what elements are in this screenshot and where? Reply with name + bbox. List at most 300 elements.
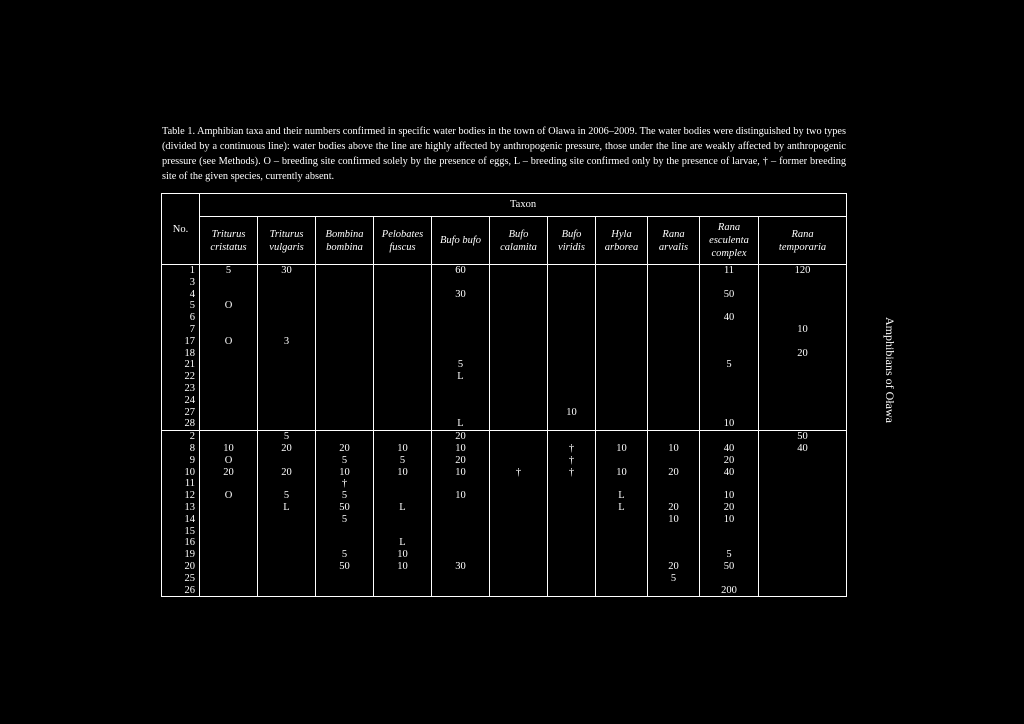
species-header	[759, 217, 847, 265]
table-cell	[490, 561, 548, 573]
table-cell: 20	[258, 443, 316, 455]
table-cell	[490, 336, 548, 348]
table-cell	[258, 300, 316, 312]
table-cell: †	[490, 467, 548, 479]
table-cell	[759, 561, 847, 573]
table-cell	[200, 289, 258, 301]
table-cell	[596, 312, 648, 324]
table-cell	[258, 561, 316, 573]
table-cell: L	[374, 502, 432, 514]
table-cell: 5	[648, 573, 700, 585]
table-cell	[490, 383, 548, 395]
table-row	[162, 277, 847, 289]
row-number: 14	[162, 514, 200, 526]
table-cell: †	[548, 443, 596, 455]
table-row	[162, 395, 847, 407]
table-cell	[316, 418, 374, 430]
species-name-part: Rana	[791, 228, 814, 240]
table-cell	[548, 502, 596, 514]
table-cell	[432, 537, 490, 549]
table-cell	[200, 537, 258, 549]
table-cell	[490, 549, 548, 561]
table-cell: L	[596, 490, 648, 502]
table-cell	[648, 265, 700, 277]
table-cell	[374, 348, 432, 360]
table-cell	[490, 418, 548, 430]
table-cell	[258, 348, 316, 360]
row-number: 13	[162, 502, 200, 514]
table-cell	[374, 431, 432, 443]
table-cell: 40	[700, 312, 759, 324]
table-row	[162, 265, 847, 277]
table-cell	[648, 324, 700, 336]
table-cell: 10	[700, 490, 759, 502]
table-cell: 10	[374, 561, 432, 573]
table-cell	[432, 585, 490, 597]
table-cell	[548, 549, 596, 561]
table-cell	[374, 490, 432, 502]
table-cell: O	[200, 490, 258, 502]
table-cell: 10	[200, 443, 258, 455]
species-header	[548, 217, 596, 265]
table-cell: 20	[648, 467, 700, 479]
table-cell	[700, 371, 759, 383]
table-cell	[596, 300, 648, 312]
table-cell	[648, 383, 700, 395]
species-name-part: Bufo bufo	[439, 235, 482, 246]
table-cell	[200, 324, 258, 336]
table-cell	[490, 371, 548, 383]
table-cell	[258, 585, 316, 597]
table-cell: 10	[648, 514, 700, 526]
table-cell	[759, 395, 847, 407]
table-cell: 10	[700, 418, 759, 430]
table-cell	[432, 277, 490, 289]
table-cell: 50	[759, 431, 847, 443]
table-row	[162, 573, 847, 585]
table-cell	[759, 502, 847, 514]
table-cell	[490, 537, 548, 549]
table-cell	[548, 277, 596, 289]
table-cell: 40	[700, 467, 759, 479]
table-cell	[648, 478, 700, 490]
side-title: Amphibians of Oława	[883, 317, 897, 423]
table-cell: 5	[316, 514, 374, 526]
table-cell: 20	[648, 502, 700, 514]
table-row	[162, 418, 847, 430]
row-number: 4	[162, 289, 200, 301]
table-cell: 10	[432, 443, 490, 455]
table-row	[162, 300, 847, 312]
row-number: 18	[162, 348, 200, 360]
table-cell	[648, 585, 700, 597]
table-cell	[200, 383, 258, 395]
table-cell	[596, 359, 648, 371]
table-cell: 20	[258, 467, 316, 479]
table-cell: 20	[759, 348, 847, 360]
table-cell	[548, 395, 596, 407]
table-cell	[200, 573, 258, 585]
table-cell	[548, 371, 596, 383]
table-cell: 40	[700, 443, 759, 455]
row-number: 15	[162, 526, 200, 538]
table-cell	[700, 277, 759, 289]
row-number: 22	[162, 371, 200, 383]
table-cell	[316, 300, 374, 312]
table-cell	[648, 336, 700, 348]
table-cell: 5	[432, 359, 490, 371]
table-cell: O	[200, 300, 258, 312]
table-cell: 10	[374, 467, 432, 479]
table-cell: 10	[432, 467, 490, 479]
table-cell: 5	[316, 490, 374, 502]
table-cell	[490, 478, 548, 490]
table-cell: 20	[648, 561, 700, 573]
species-name-part: temporaria	[778, 241, 827, 253]
table-cell	[316, 573, 374, 585]
table-cell	[700, 573, 759, 585]
species-name-part: Pelobates	[381, 228, 424, 240]
table-cell: 10	[432, 490, 490, 502]
table-cell	[200, 549, 258, 561]
row-number: 3	[162, 277, 200, 289]
table-cell	[200, 561, 258, 573]
table-cell	[200, 431, 258, 443]
table-cell: 10	[759, 324, 847, 336]
table-cell	[700, 478, 759, 490]
table-cell	[258, 383, 316, 395]
table-cell	[200, 514, 258, 526]
table-cell	[648, 526, 700, 538]
table-cell	[374, 312, 432, 324]
table-cell	[548, 300, 596, 312]
table-cell: 10	[374, 549, 432, 561]
table-cell	[374, 514, 432, 526]
table-cell: L	[258, 502, 316, 514]
table-cell	[258, 289, 316, 301]
table-cell	[200, 407, 258, 419]
table-row	[162, 467, 847, 479]
table-row	[162, 478, 847, 490]
row-number: 1	[162, 265, 200, 277]
table-row	[162, 407, 847, 419]
table-cell	[548, 312, 596, 324]
table-cell	[432, 407, 490, 419]
row-number: 19	[162, 549, 200, 561]
table-cell	[200, 371, 258, 383]
table-cell	[648, 407, 700, 419]
species-name-part: Bufo	[508, 228, 529, 240]
species-header	[596, 217, 648, 265]
species-name-part: Bombina	[325, 228, 364, 240]
table-cell	[596, 561, 648, 573]
table-cell	[258, 277, 316, 289]
table-cell	[374, 277, 432, 289]
table-cell	[316, 537, 374, 549]
table-cell: 10	[596, 467, 648, 479]
table-cell	[432, 395, 490, 407]
table-cell	[648, 359, 700, 371]
row-number: 17	[162, 336, 200, 348]
table-cell	[700, 324, 759, 336]
table-cell	[548, 478, 596, 490]
table-cell	[700, 526, 759, 538]
table-cell	[648, 312, 700, 324]
table-cell	[490, 265, 548, 277]
table-cell: 5	[200, 265, 258, 277]
species-name-part: vulgaris	[269, 241, 304, 253]
table-row	[162, 561, 847, 573]
species-name-part: Triturus	[269, 228, 304, 240]
species-name-part: cristatus	[210, 241, 247, 253]
table-cell	[548, 431, 596, 443]
species-header	[374, 217, 432, 265]
table-cell	[200, 585, 258, 597]
table-row	[162, 502, 847, 514]
table-cell	[316, 371, 374, 383]
table-cell: 50	[700, 289, 759, 301]
species-name-part: fuscus	[389, 241, 416, 253]
table-cell	[200, 478, 258, 490]
table-cell	[258, 573, 316, 585]
table-cell	[258, 395, 316, 407]
table-cell	[548, 336, 596, 348]
table-cell	[596, 585, 648, 597]
table-cell	[374, 526, 432, 538]
table-cell	[596, 514, 648, 526]
table-cell	[490, 455, 548, 467]
table-cell: 10	[596, 443, 648, 455]
table-cell	[258, 359, 316, 371]
table-cell	[490, 526, 548, 538]
table-cell: 20	[432, 455, 490, 467]
table-cell	[374, 300, 432, 312]
species-name-part: Rana	[662, 228, 685, 240]
table-cell	[316, 431, 374, 443]
table-cell	[316, 383, 374, 395]
table-cell	[596, 348, 648, 360]
header-taxon: Taxon	[200, 194, 847, 217]
table-cell	[258, 312, 316, 324]
table-cell: 20	[316, 443, 374, 455]
table-cell	[648, 490, 700, 502]
table-cell	[648, 289, 700, 301]
table-cell	[200, 277, 258, 289]
row-number: 25	[162, 573, 200, 585]
table-cell	[200, 359, 258, 371]
table-cell	[490, 348, 548, 360]
table-cell	[200, 348, 258, 360]
table-cell	[374, 359, 432, 371]
table-row	[162, 514, 847, 526]
table-cell	[432, 478, 490, 490]
table-cell	[759, 383, 847, 395]
table-cell	[490, 395, 548, 407]
table-cell: 10	[648, 443, 700, 455]
table-cell	[316, 289, 374, 301]
table-row	[162, 324, 847, 336]
table-cell: †	[548, 455, 596, 467]
table-cell	[596, 289, 648, 301]
table-cell	[700, 407, 759, 419]
table-cell: 50	[316, 502, 374, 514]
table-cell	[258, 324, 316, 336]
table-cell	[759, 277, 847, 289]
table-cell	[648, 418, 700, 430]
table-cell	[316, 526, 374, 538]
table-cell	[596, 537, 648, 549]
row-number: 27	[162, 407, 200, 419]
table-cell	[258, 478, 316, 490]
table-cell	[759, 312, 847, 324]
table-cell	[490, 312, 548, 324]
table-cell	[548, 514, 596, 526]
row-number: 6	[162, 312, 200, 324]
species-name-part: bombina	[326, 241, 363, 253]
table-cell	[432, 502, 490, 514]
table-cell	[200, 312, 258, 324]
species-header	[432, 217, 490, 265]
table-cell	[648, 431, 700, 443]
species-name-part: arvalis	[658, 241, 689, 253]
table-cell	[759, 418, 847, 430]
table-cell	[700, 336, 759, 348]
row-number: 9	[162, 455, 200, 467]
table-cell	[548, 289, 596, 301]
species-name-part: arborea	[604, 241, 639, 253]
table-cell	[316, 277, 374, 289]
table-cell	[596, 383, 648, 395]
table-cell	[700, 348, 759, 360]
table-cell	[759, 359, 847, 371]
table-cell	[432, 348, 490, 360]
table-cell	[490, 289, 548, 301]
table-row	[162, 526, 847, 538]
table-cell	[432, 312, 490, 324]
table-cell	[596, 455, 648, 467]
table-cell	[596, 395, 648, 407]
table-cell	[258, 549, 316, 561]
table-cell: 3	[258, 336, 316, 348]
table-cell	[374, 336, 432, 348]
table-cell: O	[200, 336, 258, 348]
table-row	[162, 537, 847, 549]
table-cell	[700, 431, 759, 443]
table-row	[162, 549, 847, 561]
table-cell	[759, 537, 847, 549]
table-cell	[374, 418, 432, 430]
table-cell: 10	[374, 443, 432, 455]
table-cell	[548, 526, 596, 538]
table-cell	[596, 526, 648, 538]
table-cell	[258, 371, 316, 383]
table-cell	[432, 514, 490, 526]
species-name-part: calamita	[500, 241, 537, 253]
table-cell	[432, 549, 490, 561]
table-cell	[490, 573, 548, 585]
table-cell: 50	[700, 561, 759, 573]
table-cell	[490, 407, 548, 419]
table-cell: 20	[200, 467, 258, 479]
table-cell	[548, 383, 596, 395]
table-cell	[548, 561, 596, 573]
table-cell: 50	[316, 561, 374, 573]
table-cell	[700, 383, 759, 395]
table-cell	[759, 490, 847, 502]
table-cell	[490, 359, 548, 371]
table-cell: 10	[548, 407, 596, 419]
table-cell	[316, 324, 374, 336]
table-cell	[432, 383, 490, 395]
row-number: 28	[162, 418, 200, 430]
table-row	[162, 371, 847, 383]
species-header	[648, 217, 700, 265]
table-cell	[648, 549, 700, 561]
table-cell	[596, 277, 648, 289]
header-no: No.	[162, 194, 200, 265]
table-cell	[374, 478, 432, 490]
table-cell	[759, 585, 847, 597]
table-cell	[316, 348, 374, 360]
table-cell	[596, 265, 648, 277]
row-number: 23	[162, 383, 200, 395]
table-cell: 200	[700, 585, 759, 597]
table-cell	[596, 371, 648, 383]
table-cell: 5	[700, 549, 759, 561]
table-cell	[548, 490, 596, 502]
table-cell	[759, 478, 847, 490]
table-cell	[548, 348, 596, 360]
table-cell	[648, 537, 700, 549]
species-header	[200, 217, 258, 265]
table-cell	[200, 502, 258, 514]
table-cell	[200, 395, 258, 407]
table-cell	[258, 418, 316, 430]
table-cell	[759, 407, 847, 419]
table-cell: L	[596, 502, 648, 514]
table-row	[162, 289, 847, 301]
table-cell	[759, 514, 847, 526]
row-number: 12	[162, 490, 200, 502]
table-cell	[648, 277, 700, 289]
species-header	[490, 217, 548, 265]
table-cell	[648, 455, 700, 467]
table-cell	[759, 573, 847, 585]
amphibian-table	[161, 193, 847, 597]
table-cell	[258, 537, 316, 549]
table-cell	[759, 336, 847, 348]
table-cell	[374, 407, 432, 419]
table-cell	[700, 395, 759, 407]
table-cell	[759, 526, 847, 538]
table-cell	[374, 585, 432, 597]
row-number: 11	[162, 478, 200, 490]
row-number: 21	[162, 359, 200, 371]
table-cell	[596, 549, 648, 561]
table-cell	[258, 455, 316, 467]
table-cell: 11	[700, 265, 759, 277]
table-row	[162, 359, 847, 371]
table-cell	[432, 324, 490, 336]
table-caption: Table 1. Amphibian taxa and their numbers confirmed in specific water bodies in the town of Oława in 2006–2009. The water bodies were distinguished by two types (divided by a continuous line): water bodies above the line are highly affected by anthropogenic pressure, those under the line are weakly affected by anthropogenic pressure (see Methods). O – breeding site confirmed solely by the presence of eggs, L – breeding site confirmed only by the presence of larvae, † – former breeding site of the given species, currently absent.	[162, 126, 846, 182]
table-cell	[548, 418, 596, 430]
table-cell	[596, 336, 648, 348]
table-cell	[596, 324, 648, 336]
table-cell: 10	[316, 467, 374, 479]
table-row	[162, 455, 847, 467]
table-cell	[374, 371, 432, 383]
table-cell	[316, 265, 374, 277]
